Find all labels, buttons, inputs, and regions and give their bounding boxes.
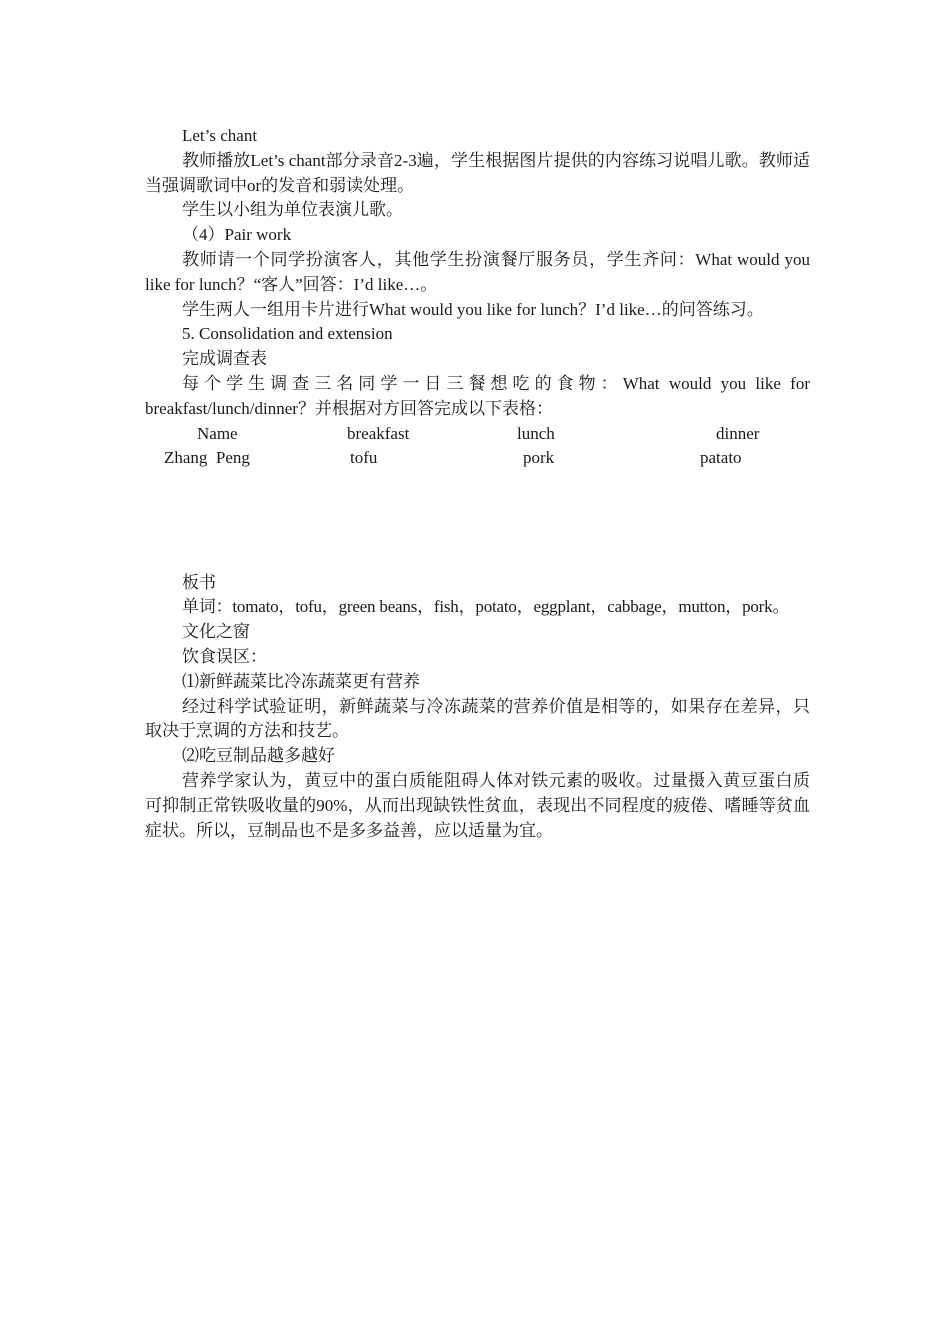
section-heading-diet-myths: 饮食误区： xyxy=(182,646,267,666)
table-header-dinner: dinner xyxy=(716,423,760,443)
table-header-lunch: lunch xyxy=(517,423,555,443)
section-heading-consolidation: 5. Consolidation and extension xyxy=(182,324,393,344)
section-heading-blackboard: 板书 xyxy=(182,572,216,592)
paragraph-vocabulary: 单词：tomato，tofu，green beans，fish，potato，eggplant，cabbage，mutton，pork。 xyxy=(182,597,790,617)
paragraph-survey-instructions: 每个学生调查三名同学一日三餐想吃的食物：What would you like for breakfast/lunch/dinner？并根据对方回答完成以下表格： xyxy=(145,373,810,418)
paragraph-myth-2-explanation: 营养学家认为，黄豆中的蛋白质能阻碍人体对铁元素的吸收。过量摄入黄豆蛋白质可抑制正常铁吸收量的90%，从而出现缺铁性贫血，表现出不同程度的疲倦、嗜睡等贫血症状。所以，豆制品也不是多多益善，应以适量为宜。 xyxy=(145,770,810,840)
section-heading-culture-window: 文化之窗 xyxy=(182,622,250,642)
section-heading-lets-chant: Let’s chant xyxy=(182,126,258,145)
table-header-name: Name xyxy=(197,423,238,443)
table-cell-name: Zhang Peng xyxy=(164,447,250,467)
table-cell-breakfast: tofu xyxy=(350,447,378,467)
subheading-myth-2: ⑵吃豆制品越多越好 xyxy=(182,746,335,766)
paragraph-pair-work-roleplay: 教师请一个同学扮演客人，其他学生扮演餐厅服务员，学生齐问：What would you like for lunch？“客人”回答：I’d like…。 xyxy=(145,249,810,294)
subheading-myth-1: ⑴新鲜蔬菜比冷冻蔬菜更有营养 xyxy=(182,671,420,691)
paragraph-group-performance: 学生以小组为单位表演儿歌。 xyxy=(182,200,403,220)
paragraph-chant-instructions: 教师播放Let’s chant部分录音2-3遍，学生根据图片提供的内容练习说唱儿歌。教师适当强调歌词中or的发音和弱读处理。 xyxy=(145,150,810,195)
blank-space xyxy=(145,472,810,571)
paragraph-survey-title: 完成调查表 xyxy=(182,349,267,369)
table-cell-lunch: pork xyxy=(523,447,555,467)
survey-table xyxy=(145,422,810,472)
section-heading-pair-work: （4）Pair work xyxy=(182,225,292,245)
document-page xyxy=(145,124,810,843)
table-cell-dinner: patato xyxy=(700,447,742,467)
table-header-breakfast: breakfast xyxy=(347,423,410,443)
paragraph-myth-1-explanation: 经过科学试验证明，新鲜蔬菜与冷冻蔬菜的营养价值是相等的，如果存在差异，只取决于烹调的方法和技艺。 xyxy=(145,696,810,741)
paragraph-pair-work-cards: 学生两人一组用卡片进行What would you like for lunch？I’d like…的问答练习。 xyxy=(182,299,764,319)
